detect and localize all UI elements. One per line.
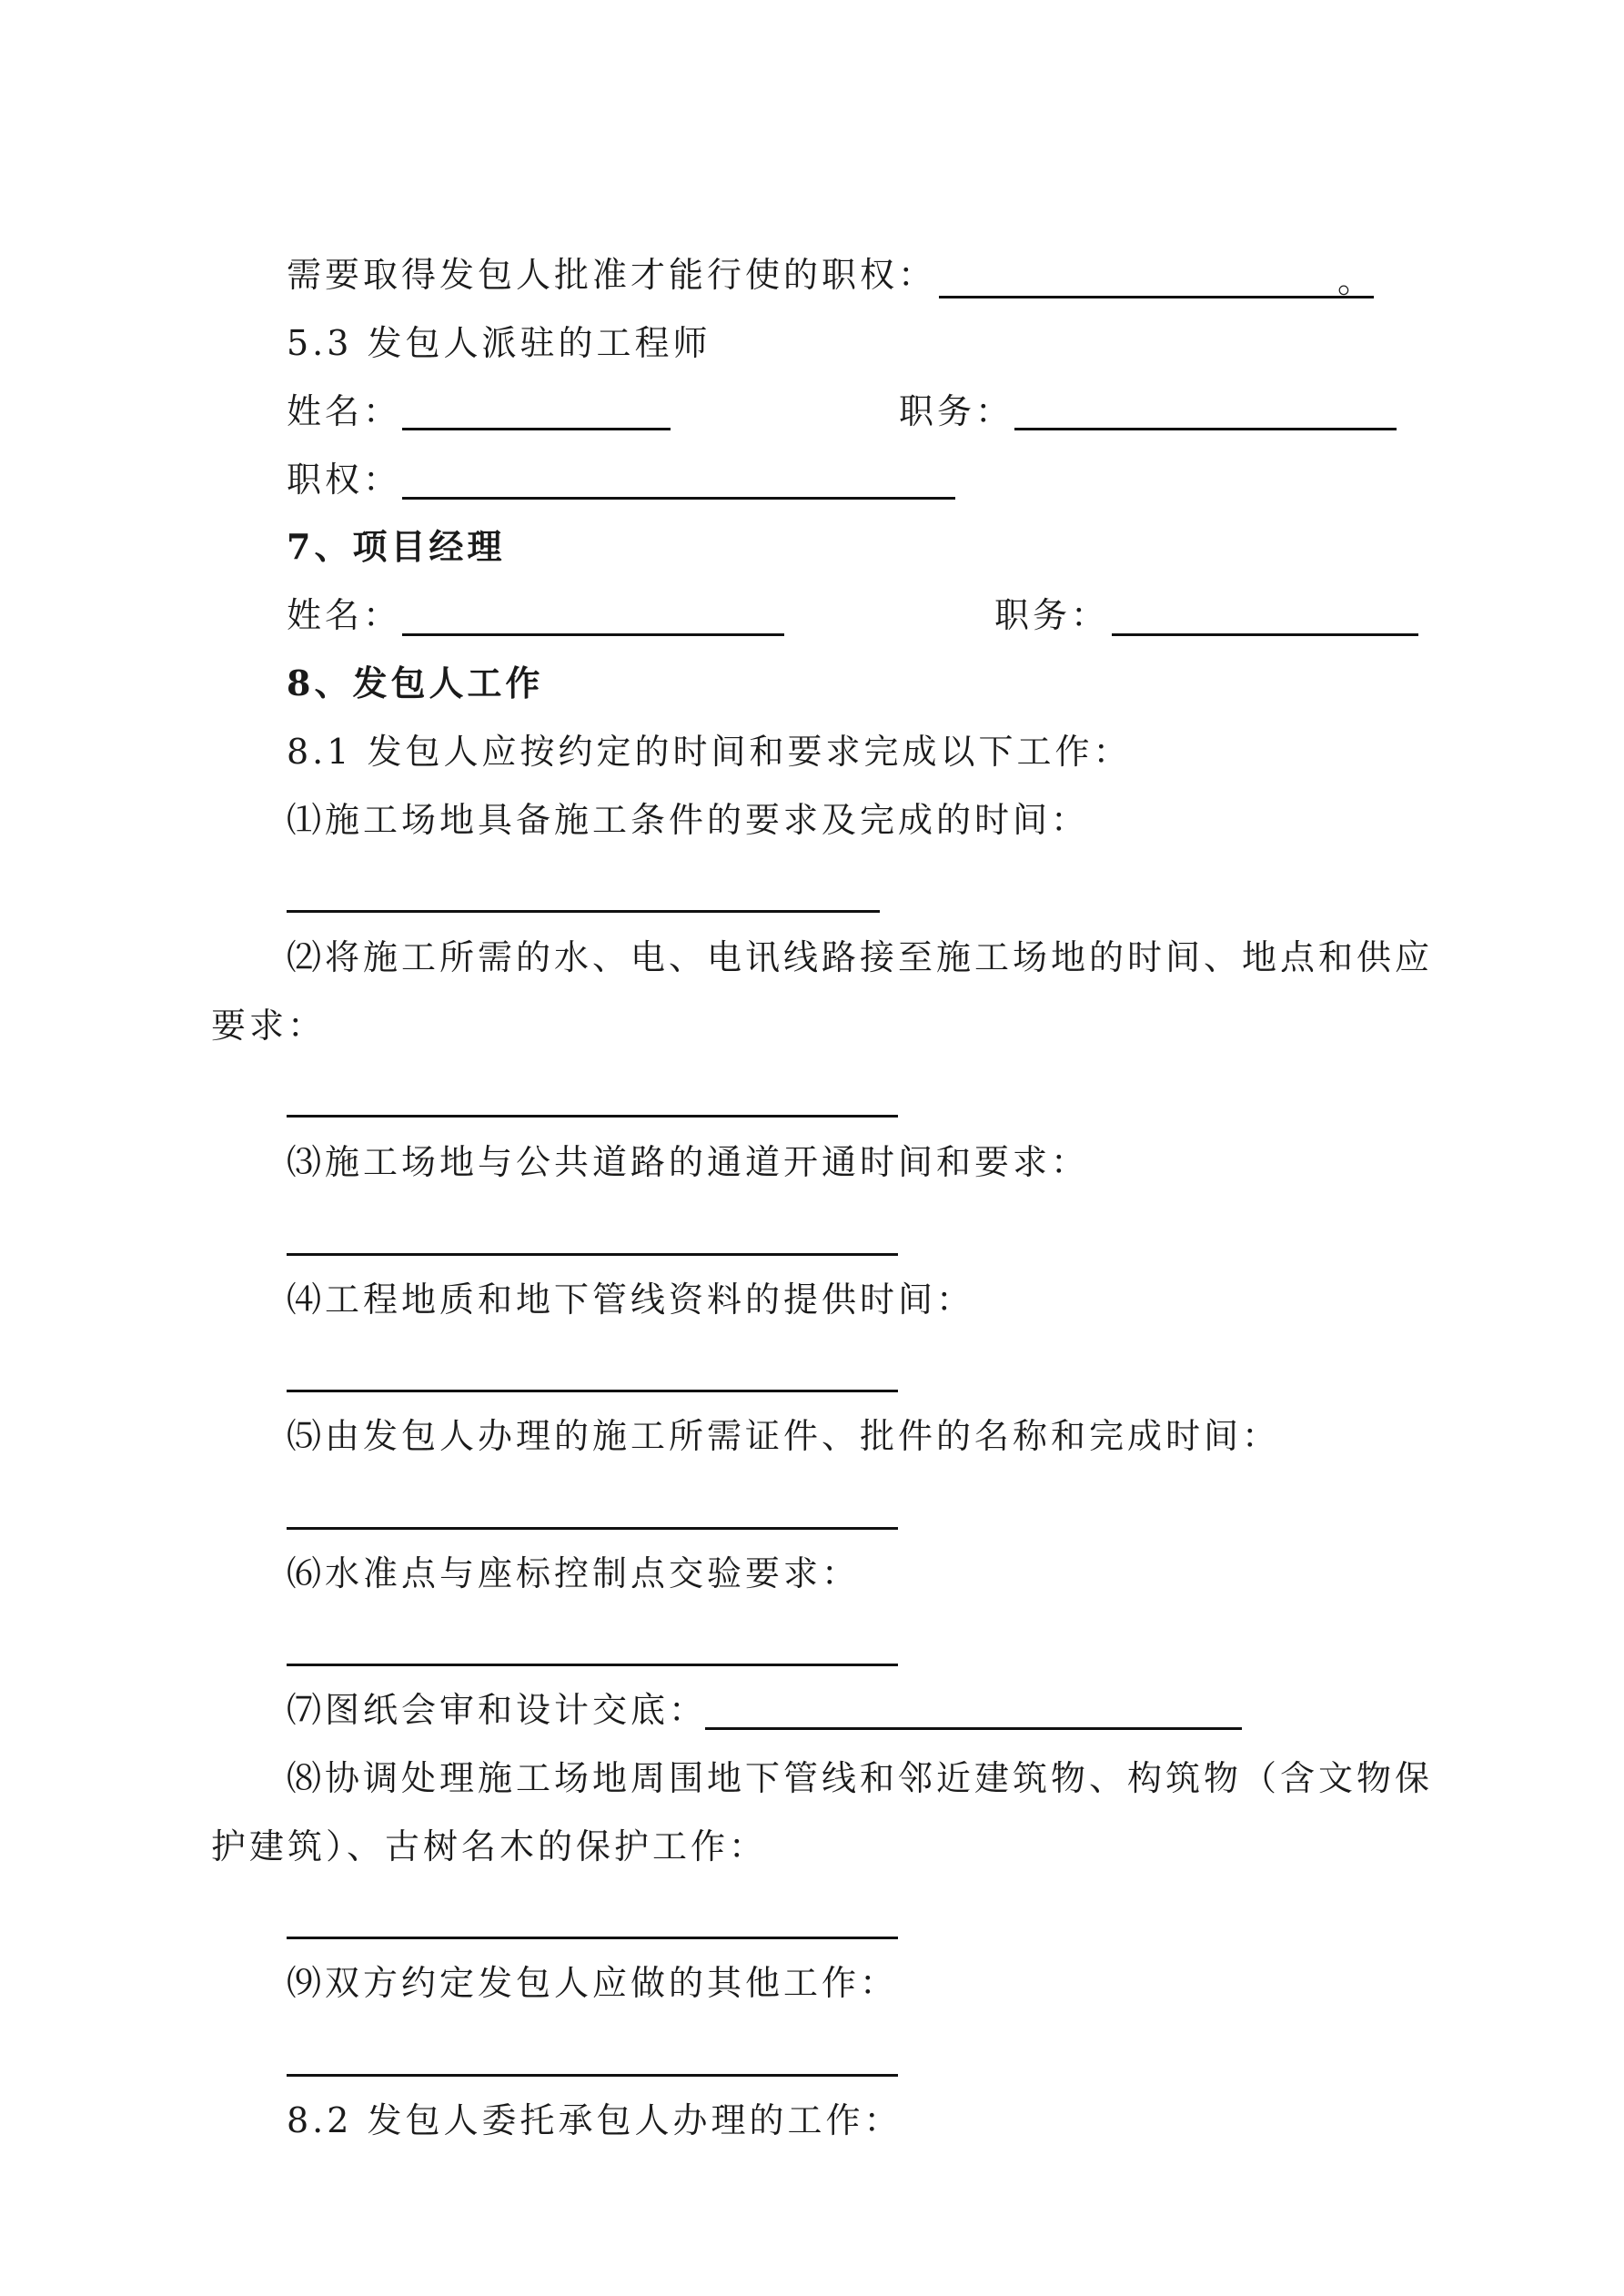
item-1-label: ⑴施工场地具备施工条件的要求及完成的时间：	[287, 800, 1090, 840]
item-8-label: ⑻协调处理施工场地周围地下管线和邻近建筑物、构筑物（含文物保	[287, 1758, 1434, 1798]
engineer-power-label: 职权：	[287, 460, 402, 500]
approval-powers-label: 需要取得发包人批准才能行使的职权：	[287, 255, 937, 295]
section-5-3-heading: 5.3 发包人派驻的工程师	[287, 323, 711, 363]
pm-name-field[interactable]	[402, 633, 784, 636]
item-8-label-cont: 护建筑）、古树名木的保护工作：	[211, 1826, 768, 1866]
approval-powers-field[interactable]	[939, 296, 1374, 298]
section-8-heading: 8、发包人工作	[287, 663, 544, 703]
section-8-2-heading: 8.2 发包人委托承包人办理的工作：	[287, 2100, 903, 2140]
engineer-power-field[interactable]	[402, 497, 955, 500]
pm-post-field[interactable]	[1112, 633, 1418, 636]
pm-name-label: 姓名：	[287, 595, 402, 635]
item-7-field[interactable]	[705, 1727, 1242, 1730]
item-2-label-cont: 要求：	[211, 1006, 327, 1046]
section-8-1-heading: 8.1 发包人应按约定的时间和要求完成以下工作：	[287, 732, 1132, 772]
item-5-field[interactable]	[287, 1527, 898, 1530]
item-4-label: ⑷工程地质和地下管线资料的提供时间：	[287, 1279, 975, 1320]
item-9-field[interactable]	[287, 2074, 898, 2077]
item-2-label: ⑵将施工所需的水、电、电讯线路接至施工场地的时间、地点和供应	[287, 937, 1434, 977]
approval-powers-period: 。	[1337, 260, 1377, 300]
engineer-post-field[interactable]	[1014, 428, 1397, 430]
approval-powers-line	[287, 253, 936, 297]
item-6-field[interactable]	[287, 1664, 898, 1666]
pm-post-label: 职务：	[994, 595, 1110, 635]
item-8-field[interactable]	[287, 1937, 898, 1939]
item-1-field[interactable]	[287, 910, 880, 913]
item-2-field[interactable]	[287, 1115, 898, 1118]
item-3-field[interactable]	[287, 1253, 898, 1256]
item-7-label: ⑺图纸会审和设计交底：	[287, 1690, 708, 1730]
item-9-label: ⑼双方约定发包人应做的其他工作：	[287, 1963, 899, 2003]
item-3-label: ⑶施工场地与公共道路的通道开通时间和要求：	[287, 1142, 1090, 1182]
item-5-label: ⑸由发包人办理的施工所需证件、批件的名称和完成时间：	[287, 1416, 1281, 1456]
engineer-name-label: 姓名：	[287, 391, 402, 431]
item-4-field[interactable]	[287, 1390, 898, 1392]
item-6-label: ⑹水准点与座标控制点交验要求：	[287, 1553, 861, 1593]
section-7-heading: 7、项目经理	[287, 526, 506, 567]
engineer-name-field[interactable]	[402, 428, 671, 430]
engineer-post-label: 职务：	[899, 391, 1014, 431]
